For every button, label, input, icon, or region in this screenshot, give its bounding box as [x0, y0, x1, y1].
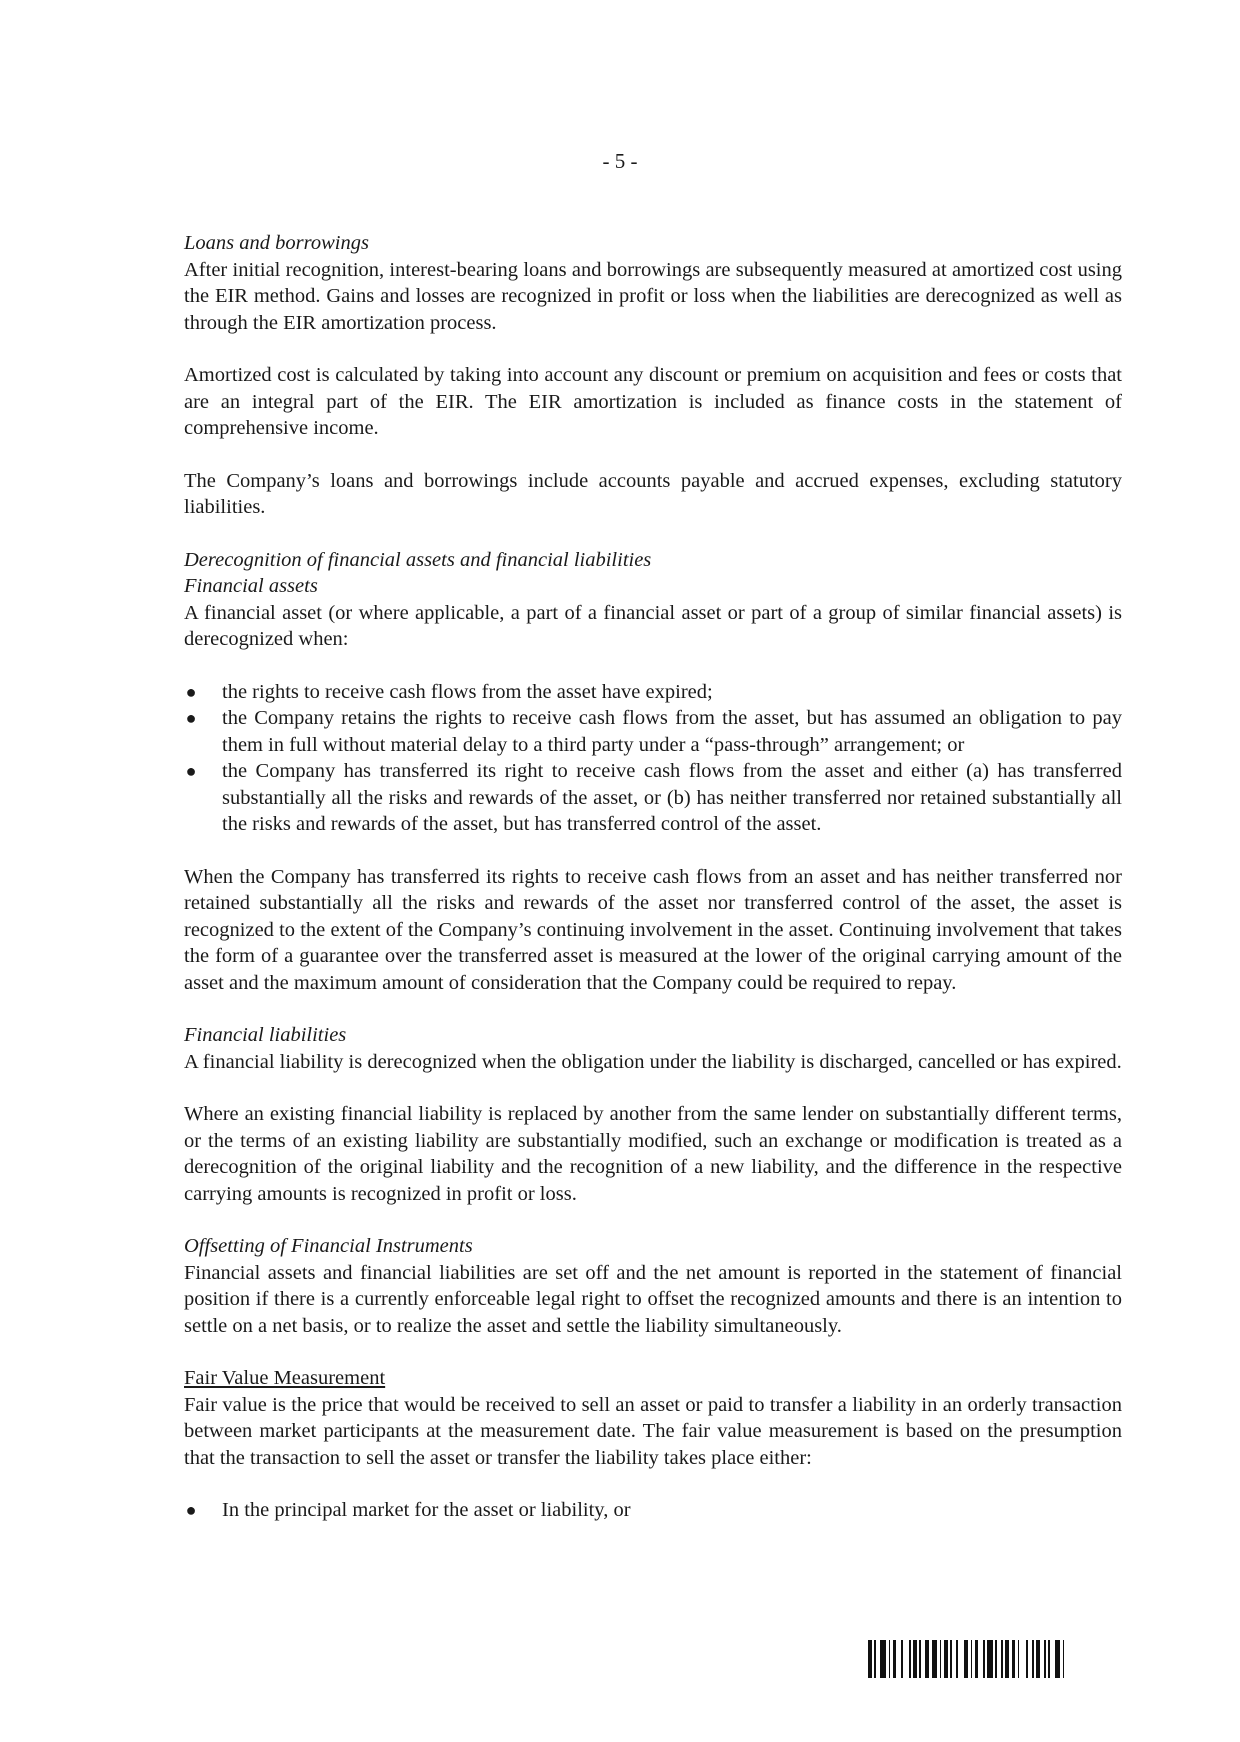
list-item-text: the Company retains the rights to receive cash flows from the asset, but has assumed an obligation to pay them in full without material delay to a third party under a “pass-through” arrangement; or: [222, 707, 1122, 756]
list-item-text: In the principal market for the asset or liability, or: [222, 1499, 631, 1521]
barcode-icon: [868, 1640, 1130, 1678]
paragraph-offsetting-1: Financial assets and financial liabilities are set off and the net amount is reported in the statement of financial position if there is a currently enforceable legal right to offset the recognized amounts and there is an intention to settle on a net basis, or to realize the asset and settle the liability simultaneously.: [184, 1261, 1122, 1337]
paragraph-loans-3: The Company’s loans and borrowings include accounts payable and accrued expenses, excluding statutory liabilities.: [184, 469, 1122, 518]
heading-fair-value-measurement: Fair Value Measurement: [184, 1367, 386, 1389]
paragraph-derecognition-after: When the Company has transferred its rights to receive cash flows from an asset and has neither transferred nor retained substantially all the risks and rewards of the asset nor transferred control of the asset, the asset is recognized to the extent of the Company’s continuing involvement in the asset. Continuing involvement that takes the form of a guarantee over the transferred asset is measured at the lower of the original carrying amount of the asset and the maximum amount of consideration that the Company could be required to repay.: [184, 865, 1122, 994]
derecognition-bullet-list: [184, 679, 1122, 838]
list-item: [184, 1497, 1122, 1524]
list-item-text: the Company has transferred its right to receive cash flows from the asset and either (a) has transferred substantially all the risks and rewards of the asset, or (b) has neither transferred nor retained substantially all the risks and rewards of the asset, but has transferred control of the asset.: [222, 760, 1122, 835]
list-item-text: the rights to receive cash flows from the asset have expired;: [222, 680, 713, 703]
heading-derecognition: Derecognition of financial assets and financial liabilities: [184, 548, 652, 571]
fair-value-bullet-list: [184, 1497, 1122, 1524]
paragraph-loans-1: After initial recognition, interest-bearing loans and borrowings are subsequently measured at amortized cost using the EIR method. Gains and losses are recognized in profit or loss when the liabilities are derecognized as well as through the EIR amortization process.: [184, 258, 1122, 334]
list-item: [184, 705, 1122, 758]
paragraph-derecognition-intro: A financial asset (or where applicable, a part of a financial asset or part of a group of similar financial assets) is derecognized when:: [184, 601, 1122, 650]
bullet-icon: ●: [185, 1500, 197, 1520]
heading-financial-liabilities: Financial liabilities: [184, 1024, 347, 1046]
paragraph-loans-2: Amortized cost is calculated by taking into account any discount or premium on acquisition and fees or costs that are an integral part of the EIR. The EIR amortization is included as finance costs in the statement of comprehensive income.: [184, 364, 1122, 439]
list-item: [184, 758, 1122, 838]
list-item: [184, 679, 1122, 706]
subheading-financial-assets: Financial assets: [184, 575, 318, 597]
paragraph-liabilities-1: A financial liability is derecognized when the obligation under the liability is discharged, cancelled or has expired.: [184, 1050, 1122, 1073]
heading-loans-and-borrowings: Loans and borrowings: [184, 232, 369, 254]
bullet-icon: ●: [185, 761, 197, 781]
paragraph-liabilities-2: Where an existing financial liability is replaced by another from the same lender on substantially different terms, or the terms of an existing liability are substantially modified, such an exchange or modification is treated as a derecognition of the original liability and the recognition of a new liability, and the difference in the respective carrying amounts is recognized in profit or loss.: [184, 1103, 1122, 1205]
page-number: - 5 -: [602, 149, 638, 173]
paragraph-fair-value-1: Fair value is the price that would be received to sell an asset or paid to transfer a liability in an orderly transaction between market participants at the measurement date. The fair value measurement is based on the presumption that the transaction to sell the asset or transfer the liability takes place either:: [184, 1393, 1122, 1469]
bullet-icon: ●: [185, 681, 197, 702]
page-content: [184, 230, 1122, 1524]
bullet-icon: ●: [185, 708, 197, 728]
heading-offsetting: Offsetting of Financial Instruments: [184, 1235, 473, 1257]
